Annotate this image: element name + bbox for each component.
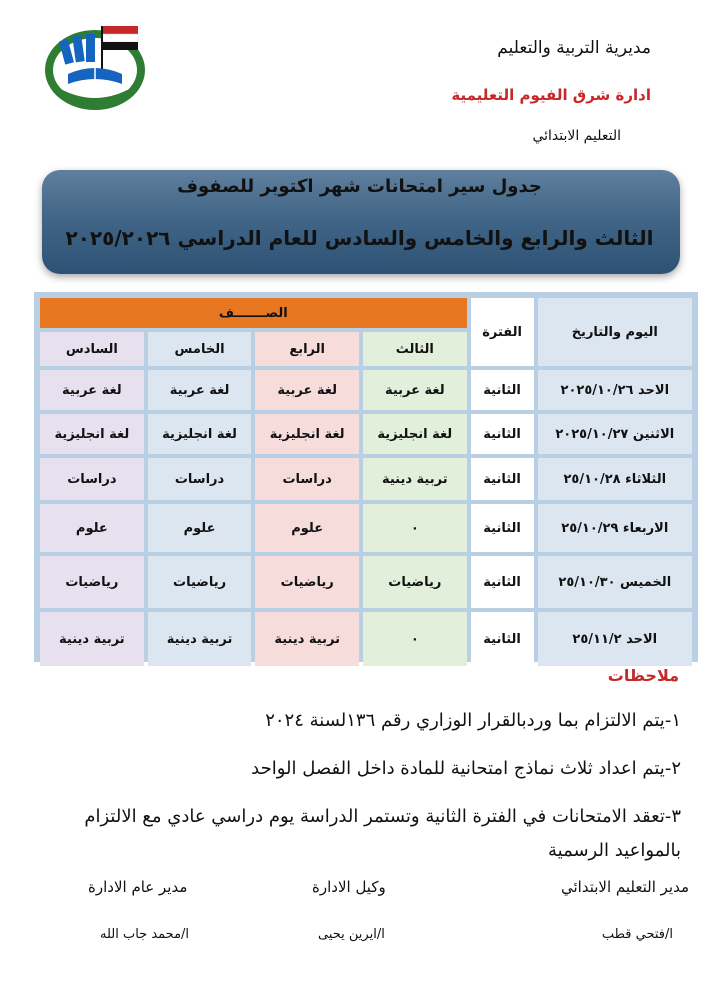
row-subject-grade-3: لغة انجليزية: [363, 414, 467, 454]
row-period: الثانية: [471, 504, 534, 552]
row-subject-grade-6: لغة انجليزية: [40, 414, 144, 454]
stage-name: التعليم الابتدائي: [532, 128, 621, 144]
row-subject-grade-5: تربية دينية: [148, 612, 252, 666]
row-subject-grade-4: رياضيات: [255, 556, 359, 608]
table-header-row-1: [40, 298, 692, 328]
header-grade-6: السادس: [40, 332, 144, 366]
signature-name-primary-director: ا/فتحي قطب: [601, 927, 673, 942]
row-day: الاحد ٢٥/١١/٢: [538, 612, 692, 666]
table-row: [40, 556, 692, 608]
directorate-name: مديرية التربية والتعليم: [497, 38, 651, 58]
header-grade-5: الخامس: [148, 332, 252, 366]
table-row: [40, 504, 692, 552]
row-subject-grade-4: دراسات: [255, 458, 359, 500]
row-subject-grade-5: علوم: [148, 504, 252, 552]
header-grade-4: الرابع: [255, 332, 359, 366]
directorate-logo: [40, 18, 150, 114]
row-day: الاحد ٢٠٢٥/١٠/٢٦: [538, 370, 692, 410]
row-subject-grade-6: تربية دينية: [40, 612, 144, 666]
row-day: الاربعاء ٢٥/١٠/٢٩: [538, 504, 692, 552]
header-period: الفترة: [471, 298, 534, 366]
header-grade-3: الثالث: [363, 332, 467, 366]
signature-name-general-director: ا/محمد جاب الله: [100, 927, 190, 942]
table-row: [40, 414, 692, 454]
administration-name: ادارة شرق الفيوم التعليمية: [451, 86, 651, 104]
note-item-3: ٣-تعقد الامتحانات في الفترة الثانية وتستمر الدراسة يوم دراسي عادي مع الالتزام بالمواعيد الرسمية: [84, 806, 681, 861]
row-subject-grade-4: علوم: [255, 504, 359, 552]
row-period: الثانية: [471, 414, 534, 454]
row-subject-grade-3: ٠: [363, 612, 467, 666]
header-day-date: اليوم والتاريخ: [538, 298, 692, 366]
table-row: [40, 612, 692, 666]
row-subject-grade-6: رياضيات: [40, 556, 144, 608]
row-day: الخميس ٢٥/١٠/٣٠: [538, 556, 692, 608]
row-subject-grade-4: لغة عربية: [255, 370, 359, 410]
row-subject-grade-5: رياضيات: [148, 556, 252, 608]
row-subject-grade-6: علوم: [40, 504, 144, 552]
row-subject-grade-3: ٠: [363, 504, 467, 552]
row-day: الاثنين ٢٠٢٥/١٠/٢٧: [538, 414, 692, 454]
row-subject-grade-4: لغة انجليزية: [255, 414, 359, 454]
signature-title-general-director: مدير عام الادارة: [88, 878, 188, 896]
note-item-1: ١-يتم الالتزام بما وردبالقرار الوزاري رقم ١٣٦لسنة ٢٠٢٤: [265, 710, 681, 731]
table-row: [40, 458, 692, 500]
row-day: الثلاثاء ٢٥/١٠/٢٨: [538, 458, 692, 500]
notes-title: ملاحظات: [607, 666, 679, 685]
signature-title-deputy: وكيل الادارة: [312, 878, 386, 896]
banner-title-line-2: الثالث والرابع والخامس والسادس للعام الدراسي ٢٠٢٥/٢٠٢٦: [65, 226, 654, 250]
row-period: الثانية: [471, 612, 534, 666]
row-period: الثانية: [471, 370, 534, 410]
row-subject-grade-3: تربية دينية: [363, 458, 467, 500]
row-period: الثانية: [471, 556, 534, 608]
row-subject-grade-5: دراسات: [148, 458, 252, 500]
row-subject-grade-3: رياضيات: [363, 556, 467, 608]
row-subject-grade-6: لغة عربية: [40, 370, 144, 410]
exam-schedule-table: [36, 294, 696, 670]
row-subject-grade-5: لغة عربية: [148, 370, 252, 410]
row-subject-grade-3: لغة عربية: [363, 370, 467, 410]
banner-title-line-1: جدول سير امتحانات شهر اكتوبر للصفوف: [177, 176, 542, 197]
row-period: الثانية: [471, 458, 534, 500]
header-grade: الصـــــــف: [40, 298, 467, 328]
table-row: [40, 370, 692, 410]
row-subject-grade-4: تربية دينية: [255, 612, 359, 666]
row-subject-grade-5: لغة انجليزية: [148, 414, 252, 454]
signature-name-deputy: ا/ايرين يحيى: [318, 927, 385, 942]
note-item-2: ٢-يتم اعداد ثلاث نماذج امتحانية للمادة داخل الفصل الواحد: [251, 758, 681, 779]
signature-title-primary-director: مدير التعليم الابتدائي: [560, 878, 689, 896]
row-subject-grade-6: دراسات: [40, 458, 144, 500]
